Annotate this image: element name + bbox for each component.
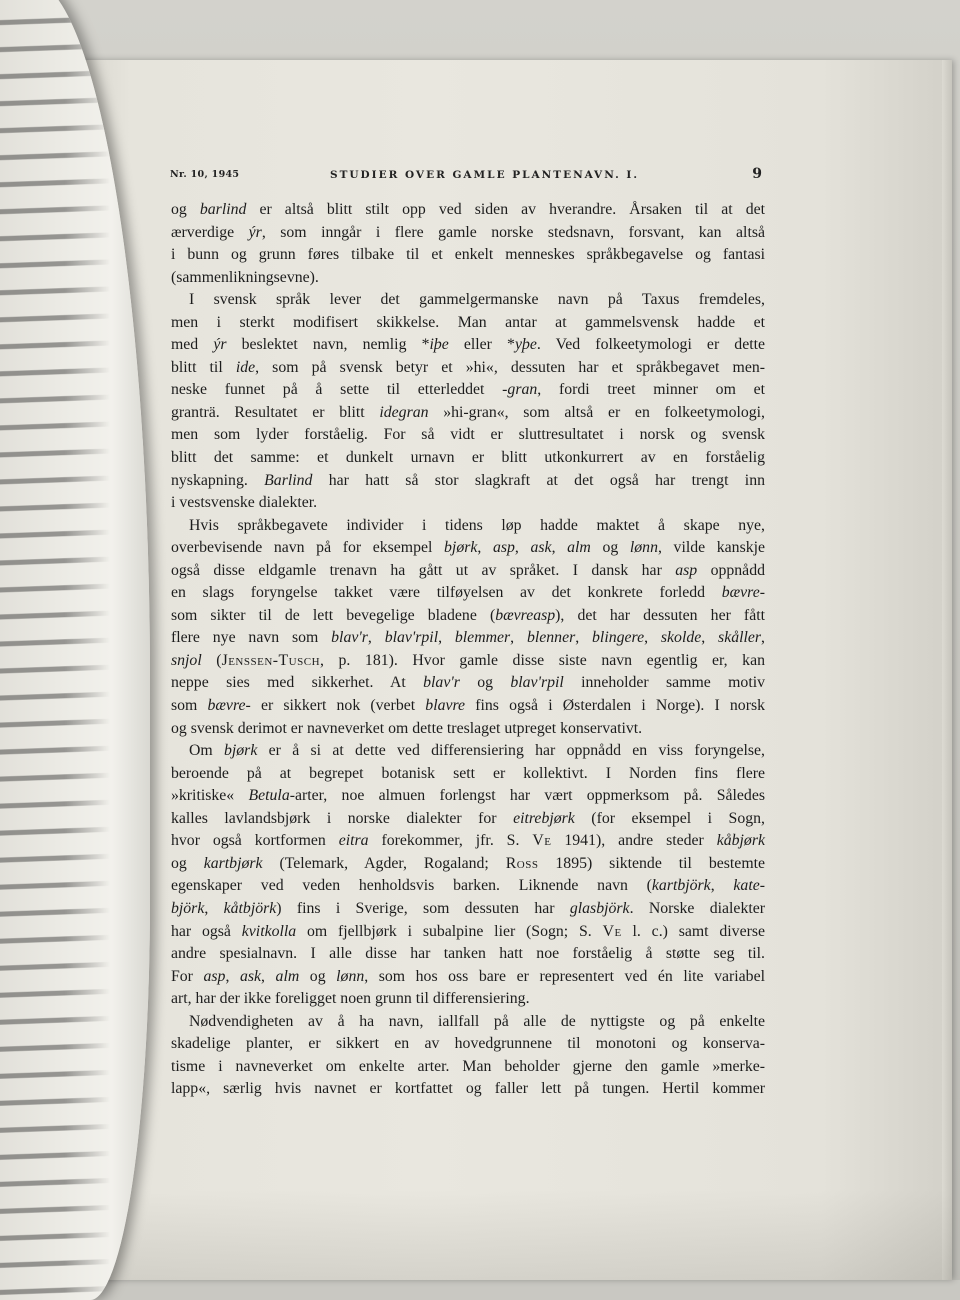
running-header [170, 166, 762, 186]
text-line: også disse eldgamle trenavn ha gått ut av språket. I dansk har asp oppnådd [171, 561, 765, 579]
text-line: en slags foryngelse takket være tilføyelsen av det konkrete forledd bævre- [171, 584, 765, 602]
text-line: Nødvendigheten av å ha navn, iallfall på alle de nyttigste og på enkelte [189, 1012, 765, 1030]
text-line: skadelige planter, er sikkert en av hovedgrunnene til monotoni og konserva- [171, 1035, 765, 1053]
text-line: neske funnet på å sette til etterleddet -gran, fordi treet minner om et [171, 381, 766, 399]
text-line: I svensk språk lever det gammelgermanske navn på Taxus fremdeles, [189, 291, 765, 309]
text-line: Hvis språkbegavete individer i tidens løp hadde maktet å skape nye, [189, 516, 765, 534]
text-line: med ýr beslektet navn, nemlig *iþe eller *yþe. Ved folkeetymologi er dette [171, 336, 766, 354]
text-line: i bunn og grunn føres tilbake til et enkelt menneskes språkbegavelse og fantasi [171, 246, 765, 264]
text-line: overbevisende navn på for eksempel bjørk, asp, ask, alm og lønn, vilde kanskje [171, 539, 766, 557]
text-line: egenskaper ved veden henholdsvis barken. Liknende navn (kartbjörk, kate- [171, 877, 765, 895]
text-line: hvor også kortformen eitra forekommer, jfr. S. Ve 1941), andre steder kåbjørk [171, 832, 765, 850]
running-title: STUDIER OVER GAMLE PLANTENAVN. I. [330, 169, 639, 181]
text-line: men som lyder forståelig. For så vidt er sluttresultatet i norsk og svensk [171, 426, 765, 444]
text-line: kalles lavlandsbjørk i norske dialekter for eitrebjørk (for eksempel i Sogn, [171, 809, 765, 827]
text-line: nyskapning. Barlind har hatt så stor slagkraft at det også har trengt inn [171, 471, 765, 489]
page-bottom-shadow [78, 1190, 952, 1280]
left-page-blurred-text [0, 0, 110, 1300]
body-text [171, 199, 765, 1101]
text-line: snjol (Jenssen-Tusch, p. 181). Hvor gamle disse siste navn egentlig er, kan [171, 651, 765, 669]
page-number: 9 [752, 166, 762, 182]
text-line: blitt det samme: et dunkelt urnavn er blitt utkonkurrert av en forståelig [171, 449, 765, 467]
text-line: flere nye navn som blav'r, blav'rpil, blemmer, blenner, blingere, skolde, skåller, [171, 629, 765, 647]
text-line: andre spesialnavn. I alle disse har tanken hatt noe forståelig å støtte seg til. [171, 945, 765, 963]
text-line: lapp«, særlig hvis navnet er kortfattet og faller lett på tungen. Hertil kommer [171, 1080, 765, 1098]
text-line: som bævre- er sikkert nok (verbet blavre fins også i Østerdalen i Norge). I norsk [171, 697, 765, 715]
text-line: men i sterkt modifisert skikkelse. Man antar at gammelsvensk hadde et [171, 313, 765, 331]
text-line: neppe sies med sikkerhet. At blav'r og blav'rpil inneholder samme motiv [171, 674, 765, 692]
text-line: blitt til ide, som på svensk betyr et »hi«, dessuten har et språkbegavet men- [171, 358, 765, 376]
journal-issue: Nr. 10, 1945 [170, 169, 240, 180]
text-line: björk, kåtbjörk) fins i Sverige, som dessuten har glasbjörk. Norske dialekter [171, 899, 766, 917]
text-line: har også kvitkolla om fjellbjørk i subalpine lier (Sogn; S. Ve l. c.) samt diverse [171, 922, 765, 940]
text-line: og kartbjørk (Telemark, Agder, Rogaland; Ross 1895) siktende til bestemte [171, 854, 766, 872]
text-line: Om bjørk er å si at dette ved differensiering har oppnådd en viss foryngelse, [189, 742, 765, 760]
text-line: som sikter til de lett bevegelige bladene (bævreasp), det har dessuten her fått [171, 606, 765, 624]
text-line: (sammenlikningsevne). [171, 268, 319, 286]
text-line: art, har der ikke foreligget noen grunn til differensiering. [171, 990, 530, 1008]
text-line: granträ. Resultatet er blitt idegran »hi-gran«, som altså er en folkeetymologi, [171, 403, 765, 421]
text-line: tisme i navneverket om enkelte arter. Man beholder gjerne den gamle »merke- [171, 1057, 765, 1075]
text-line: For asp, ask, alm og lønn, som hos oss bare er representert ved én lite variabel [171, 967, 765, 985]
text-line: i vestsvenske dialekter. [171, 494, 318, 512]
page-edge [942, 60, 952, 1280]
text-line: beroende på at begrepet botanisk sett er kollektivt. I Norden fins flere [171, 764, 765, 782]
text-line: og svensk derimot er navneverket om dette treslaget utpreget konservativt. [171, 719, 643, 737]
text-line: »kritiske« Betula-arter, noe almuen forlengst har vært oppmerksom på. Således [171, 787, 765, 805]
text-line: og barlind er altså blitt stilt opp ved siden av hverandre. Årsaken til at det [171, 201, 766, 218]
text-line: ærverdige ýr, som inngår i flere gamle norske stedsnavn, forsvant, kan altså [171, 223, 765, 241]
